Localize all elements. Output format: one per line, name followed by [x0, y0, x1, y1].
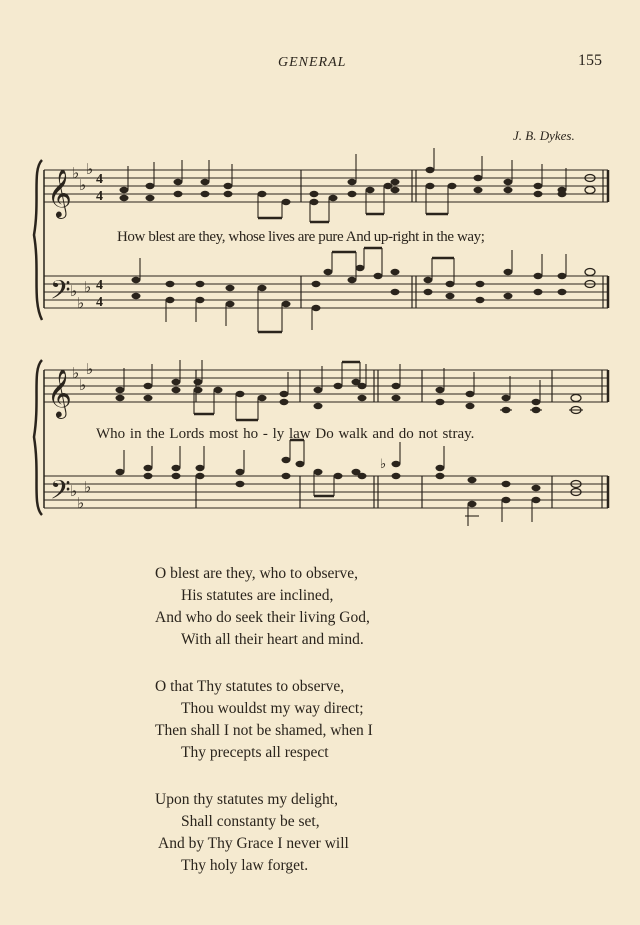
time-signature — [96, 172, 103, 310]
verse-3-line-4: Thy holy law forget. — [181, 857, 309, 874]
composer-credit: J. B. Dykes. — [513, 128, 575, 143]
verse-3-line-2: Shall constanty be set, — [181, 813, 320, 830]
treble-stems — [128, 148, 566, 222]
system-2 — [34, 360, 608, 526]
treble-stems — [124, 360, 583, 420]
treble-clef-icon: 𝄞 — [47, 171, 72, 217]
svg-text:4: 4 — [96, 295, 103, 310]
svg-text:♭: ♭ — [77, 296, 85, 312]
bass-stems — [140, 248, 566, 332]
svg-text:♭: ♭ — [84, 280, 92, 296]
svg-text:♭: ♭ — [79, 178, 87, 194]
svg-text:4: 4 — [96, 172, 103, 187]
lyric-line-2: Who in the Lords most ho - ly law Do walk and do not stray. — [96, 426, 475, 442]
verse-1-line-2: His statutes are inclined, — [181, 587, 334, 604]
svg-text:♭: ♭ — [86, 362, 94, 378]
treble-clef-icon: 𝄞 — [47, 371, 72, 417]
svg-text:♭: ♭ — [70, 284, 78, 300]
treble-staff — [44, 170, 608, 202]
brace-icon — [34, 160, 42, 320]
bass-notes — [132, 265, 596, 311]
svg-text:4: 4 — [96, 189, 103, 204]
svg-text:♭: ♭ — [72, 366, 80, 382]
svg-text:♭: ♭ — [86, 162, 94, 178]
verse-2-line-3: Then shall I not be shamed, when I — [155, 722, 373, 739]
svg-text:♭: ♭ — [84, 480, 92, 496]
bass-clef-icon: 𝄢 — [50, 475, 71, 511]
verse-1-line-4: With all their heart and mind. — [181, 631, 364, 648]
verse-2-line-4: Thy precepts all respect — [181, 744, 329, 761]
brace-icon — [34, 360, 42, 515]
bass-staff — [44, 476, 608, 508]
lyric-line-1: How blest are they, whose lives are pure And up-right in the way; — [117, 229, 485, 245]
key-signature — [70, 162, 93, 312]
treble-staff — [44, 370, 608, 402]
svg-text:♭: ♭ — [72, 166, 80, 182]
key-signature — [70, 362, 93, 512]
verse-1-line-1: O blest are they, who to observe, — [155, 565, 359, 582]
verse-3-line-1: Upon thy statutes my delight, — [155, 791, 338, 808]
bass-clef-icon: 𝄢 — [50, 275, 71, 311]
treble-notes — [116, 379, 582, 414]
svg-text:4: 4 — [96, 278, 103, 293]
page-number: 155 — [578, 52, 602, 69]
verse-2-line-2: Thou wouldst my way direct; — [181, 700, 364, 717]
svg-text:♭: ♭ — [77, 496, 85, 512]
verse-1-line-3: And who do seek their living God, — [155, 609, 370, 626]
verse-3-line-3: And by Thy Grace I never will — [158, 835, 349, 852]
bass-staff — [44, 276, 608, 308]
verse-2-line-1: O that Thy statutes to observe, — [155, 678, 345, 695]
running-header: GENERAL — [278, 55, 347, 70]
svg-text:♭: ♭ — [70, 484, 78, 500]
svg-text:♭: ♭ — [380, 456, 387, 471]
svg-text:♭: ♭ — [79, 378, 87, 394]
